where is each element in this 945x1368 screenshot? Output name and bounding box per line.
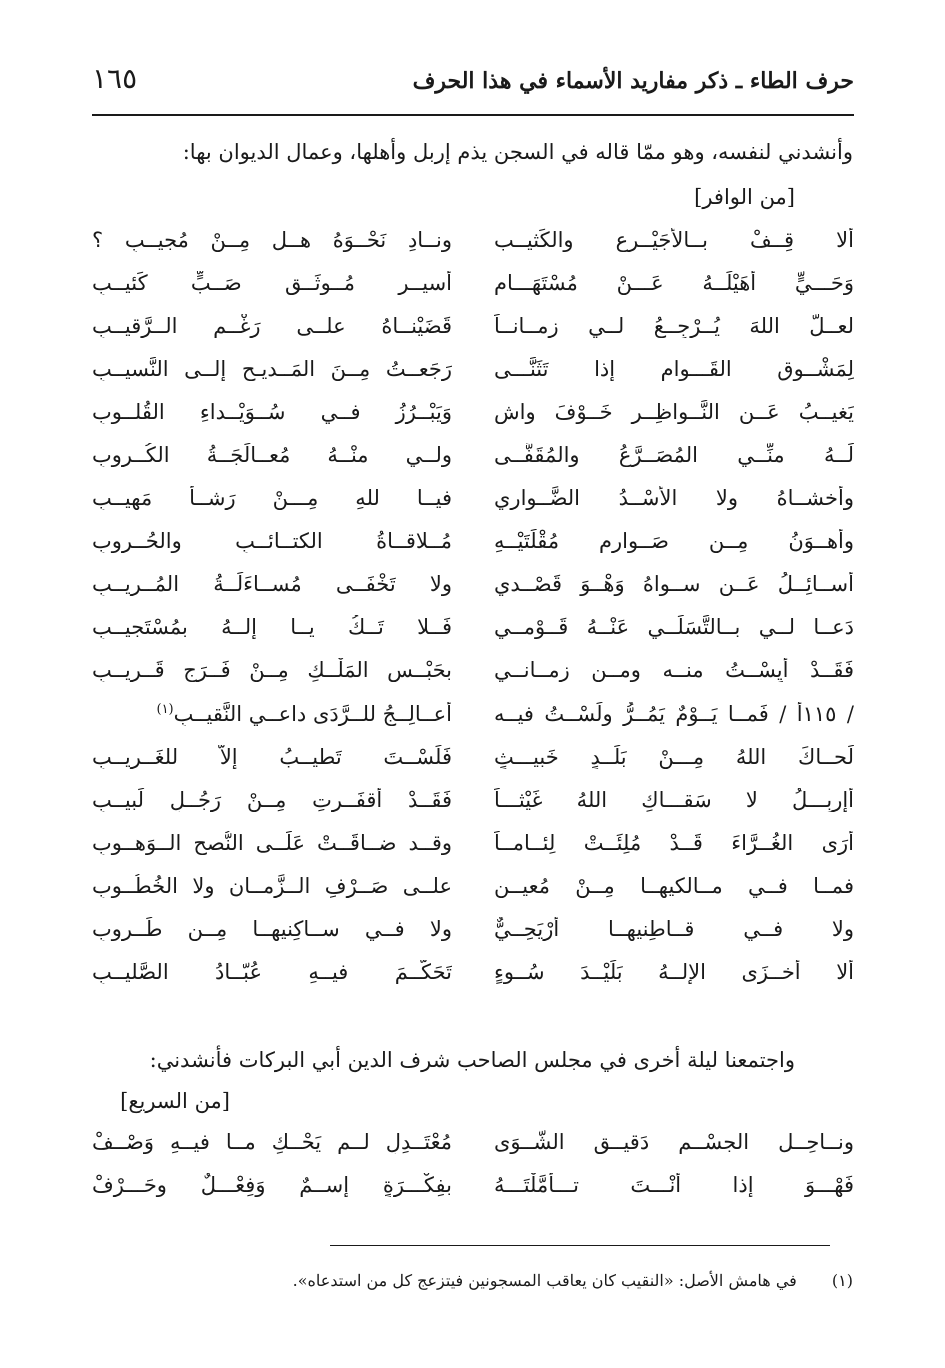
first-hemistich: / ١١٥أ / فَمــا يَــوْمٌ يَمُــرُّ ولَسْــتُ فيــه bbox=[494, 701, 854, 726]
second-hemistich: ولــي منْــهُ مُعــالَجَــةُ الكُــروبِ bbox=[92, 443, 452, 468]
first-hemistich: فَهْـــوَ إذا أنْـــتَ تـــأمَّلْتَـــهُ bbox=[494, 1172, 854, 1197]
second-hemistich: مُعْتَــدِلٍ لــم يَحْــكِ مــا فيــهِ وَصْــفْ bbox=[92, 1129, 452, 1154]
second-hemistich: تَحَكَّــمَ فيــهِ عُبّــادُ الصَّليــبِ bbox=[92, 960, 452, 985]
first-hemistich: لعــلَّ اللهَ يُــرْجِــعُ لــي زمــانــاً bbox=[494, 313, 854, 338]
footnote-divider bbox=[330, 1245, 830, 1246]
first-hemistich: ولا فــي قــاطِنيهــا أرْيَحِــيٌّ bbox=[494, 917, 854, 942]
first-hemistich: دَعــا لــي بــالتَّسَلِّــي عَنْــهُ قَــوْمــي bbox=[494, 615, 854, 640]
verse-row bbox=[92, 477, 854, 520]
first-hemistich: أرَى الغُــرَّاءَ قَــدْ مُلِئَــتْ لِئــامــاً bbox=[494, 830, 854, 855]
first-hemistich: فمــا فــي مــالكيهــا مِــنْ مُعيــنٍ bbox=[494, 873, 854, 898]
second-hemistich: ونــادِ نَحْــوَهُ هــل مِــنْ مُجيــبِ ؟ bbox=[92, 227, 452, 252]
first-hemistich: ونــاحِــلِ الجسْــمِ دَقيــقِ الشَّــوَى bbox=[494, 1129, 854, 1154]
second-hemistich: علــى صَــرْفِ الــزَّمــانِ ولا الخُطُــوبِ bbox=[92, 873, 452, 898]
second-hemistich: مُــلاقــاةُ الكتــائــبِ والحُــروبِ bbox=[92, 529, 452, 554]
second-hemistich-text: أُعــالِــجُ للــرَّدَى داعــي النَّقيــبِ bbox=[173, 701, 452, 726]
first-hemistich: وأهــوَنُ مِــن صَــوارِمِ مُقْلَتَيْــهِ bbox=[494, 529, 854, 554]
verse-row bbox=[92, 864, 854, 907]
page-number: ١٦٥ bbox=[92, 62, 138, 95]
first-hemistich: لَــهُ منِّــي المُصَــرَّعُ والمُقَفَّــى bbox=[494, 443, 854, 468]
poem1 bbox=[92, 218, 854, 994]
verse-row bbox=[92, 1163, 854, 1206]
first-hemistich: فَقَــدْ أَيِسْــتُ منــه ومــن زمــانــي bbox=[494, 658, 854, 683]
second-hemistich: ولا فــي ســاكِنيهــا مِــن طَــروبِ bbox=[92, 917, 452, 942]
verse-row bbox=[92, 821, 854, 864]
verse-row bbox=[92, 218, 854, 261]
verse-row bbox=[92, 390, 854, 433]
verse-row bbox=[92, 261, 854, 304]
second-hemistich: أسيــرٍ مُــوثَــقٍ صَــبٍّ كَئيــبِ bbox=[92, 270, 452, 295]
verse-row bbox=[92, 347, 854, 390]
first-hemistich: وَحَـــيٍّ أُهَيْلَــهُ عَـــنْ مُسْتَهَـــامٍ bbox=[494, 270, 854, 295]
second-hemistich: فيــا للهِ مِـــنْ رَشــأ مَهيــبِ bbox=[92, 486, 452, 511]
verse-row bbox=[92, 433, 854, 476]
verse-row bbox=[92, 778, 854, 821]
intro-paragraph: وأنشدني لنفسه، وهو ممّا قاله في السجن يذم إربل وأهلها، وعمال الديوان بها: bbox=[182, 140, 853, 164]
bridge-paragraph: واجتمعنا ليلة أخرى في مجلس الصاحب شرف الدين أبي البركات فأنشدني: bbox=[149, 1048, 795, 1072]
verse-row bbox=[92, 692, 854, 735]
verse-row bbox=[92, 520, 854, 563]
footnote-marker: (١) bbox=[156, 701, 174, 717]
footnote bbox=[153, 1268, 853, 1294]
poem1-meter: [من الوافر] bbox=[694, 185, 795, 209]
second-hemistich: بحَبْــسِ المَلْــكِ مِــنْ فَــرَجٍ قَــريــبِ bbox=[92, 658, 452, 683]
poem2-meter: [من السريع] bbox=[120, 1089, 230, 1113]
second-hemistich: ولا تَخْفَــى مُســاءَلَــةُ المُــريــبِ bbox=[92, 572, 452, 597]
second-hemistich: فَــلا تَــكُ يــا إلــهُ بمُسْتَجيــبِ bbox=[92, 615, 452, 640]
second-hemistich: فَقَــدْ أَقفَــرتِ مِــنْ رَجُــلٍ لَبيــبِ bbox=[92, 787, 452, 812]
first-hemistich: يَغيــبُ عَــنِ النَّــواظِــرِ خَــوْفَ واشٍ bbox=[494, 399, 854, 424]
poem2 bbox=[92, 1120, 854, 1206]
header-divider bbox=[92, 114, 854, 116]
verse-row bbox=[92, 304, 854, 347]
footnote-number: (١) bbox=[831, 1271, 853, 1290]
first-hemistich: أُســائِــلُ عَــن ســواهُ وَهْــوَ قَصْــدي bbox=[494, 572, 854, 597]
first-hemistich: ألا أخــزَى الإلــهُ بَلَيْــدَ سُــوءٍ bbox=[494, 960, 854, 985]
first-hemistich: لِمَشْــوقِ القَـــوامِ إذا تَثَنَّـــى bbox=[494, 356, 854, 381]
verse-row bbox=[92, 951, 854, 994]
second-hemistich: وَيَبْــرُزُ فــي سُــوَيْــداءِ القُلــوبِ bbox=[92, 399, 452, 424]
verse-row bbox=[92, 563, 854, 606]
second-hemistich: رَجَعــتُ مِــنَ المَــديـحِ إلــى النَّسيــبِ bbox=[92, 356, 452, 381]
footnote-text: في هامش الأصل: «النقيب كان يعاقب المسجونين فيتزعج كل من استدعاه». bbox=[292, 1271, 797, 1290]
first-hemistich: وأخشــاهُ ولا الأُسْــدُ الضَّــواري bbox=[494, 486, 854, 511]
first-hemistich: أإربِـــلُ لا سَقـــاكِ اللهُ غَيْثـــاً bbox=[494, 787, 854, 812]
verse-row bbox=[92, 908, 854, 951]
verse-row bbox=[92, 649, 854, 692]
verse-row bbox=[92, 1120, 854, 1163]
verse-row bbox=[92, 606, 854, 649]
running-title: حرف الطاء ـ ذكر مفاريد الأسماء في هذا الحرف bbox=[412, 68, 854, 94]
verse-row bbox=[92, 735, 854, 778]
first-hemistich: لَحــاكَ اللهُ مِـــنْ بَلَــدٍ خَبيـــثٍ bbox=[494, 744, 854, 769]
second-hemistich: فَلَسْــتَ تَطيــبُ إلاَّ للغَــريــبِ bbox=[92, 744, 452, 769]
second-hemistich: قَضَيْنــاهُ علــى رَغْــمِ الــرَّقيــبِ bbox=[92, 313, 452, 338]
second-hemistich: بفِكْـــرَةٍ إســمٌ وَفِعْـــلٌ وحَـــرْفْ bbox=[92, 1172, 452, 1197]
page-header bbox=[92, 62, 854, 102]
second-hemistich bbox=[92, 702, 452, 726]
first-hemistich: ألا قِــفْ بــالأُجَيْــرِع والكَثيــب bbox=[494, 227, 854, 252]
second-hemistich: وقــد ضــاقَــتْ عَلَــى النُّصحِ الــوَهــوبِ bbox=[92, 830, 452, 855]
